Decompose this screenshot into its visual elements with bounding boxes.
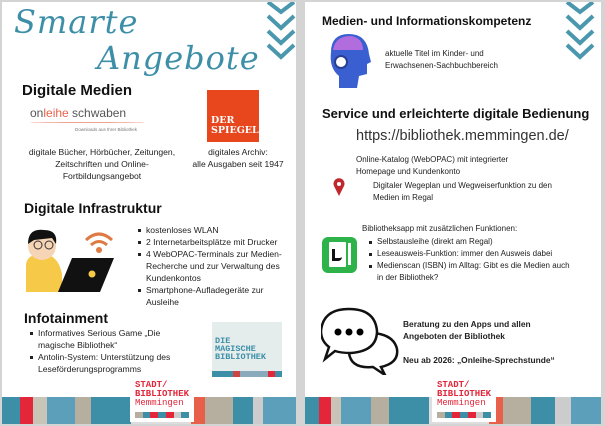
library-logo: [432, 378, 496, 422]
heading-digitale-infrastruktur: Digitale Infrastruktur: [24, 200, 162, 216]
heading-infotainment: Infotainment: [24, 310, 108, 326]
website-url-link[interactable]: https://bibliothek.memmingen.de/: [356, 128, 569, 144]
game-logo-line3: BIBLIOTHEK: [215, 352, 267, 362]
onleihe-logo-on: on: [30, 106, 44, 120]
list-item: Smartphone-Aufladegeräte zur Ausleihe: [138, 284, 288, 308]
logo-line3: Memmingen: [437, 398, 486, 408]
map-pin-icon: [333, 178, 345, 196]
list-item: Antolin-System: Unterstützung des Leseförderungsprogramms: [30, 351, 185, 375]
spiegel-logo-spiegel: SPIEGEL: [211, 125, 259, 136]
chevrons-down-icon: [264, 2, 296, 62]
heading-digitale-medien: Digitale Medien: [22, 82, 133, 99]
spiegel-text-line2: alle Ausgaben seit 1947: [192, 159, 284, 169]
list-item: kostenloses WLAN: [138, 224, 288, 236]
list-item: Leseausweis-Funktion: immer den Ausweis dabei: [369, 248, 574, 260]
right-page: [305, 2, 601, 424]
library-app-icon[interactable]: [322, 237, 357, 273]
logo-line1: STADT/: [437, 380, 470, 390]
list-item: 4 WebOPAC-Terminals zur Medien-Recherche und zur Verwaltung des Kundenkontos: [138, 248, 288, 284]
heading-service: Service und erleichterte digitale Bedienung: [322, 106, 590, 121]
spiegel-text: [184, 146, 292, 170]
person-laptop-illustration: [24, 226, 124, 292]
magic-library-game-logo: [212, 322, 282, 377]
logo-line3: Memmingen: [135, 398, 184, 408]
list-item: Medienscan (ISBN) im Alltag: Gibt es die Medien auch in der Bibliothek?: [369, 260, 574, 284]
chat-bubbles-icon: [321, 307, 401, 375]
infrastruktur-list: [138, 224, 288, 308]
onleihe-sprechstunde-text: Neu ab 2026: „Onleihe-Sprechstunde“: [403, 355, 555, 365]
katalog-text: Online-Katalog (WebOPAC) mit integrierter Homepage und Kundenkonto: [356, 155, 509, 176]
wegeplan-text: Digitaler Wegeplan und Wegweiserfunktion zu den Medien im Regal: [373, 181, 552, 202]
title-angebote: Angebote: [97, 39, 260, 77]
heading-medienkompetenz: Medien- und Informationskompetenz: [322, 14, 532, 28]
game-logo-line1: DIE: [215, 336, 231, 346]
spiegel-text-line1: digitales Archiv:: [208, 147, 268, 157]
chevrons-down-icon: [563, 2, 597, 62]
ai-head-illustration: [323, 32, 373, 90]
kompetenz-text: aktuelle Titel im Kinder- und Erwachsenen-Sachbuchbereich: [385, 49, 498, 70]
spiegel-logo: [207, 90, 259, 142]
logo-line1: STADT/: [135, 380, 168, 390]
onleihe-logo-schwaben: schwaben: [68, 106, 127, 120]
list-item: 2 Internetarbeitsplätze mit Drucker: [138, 236, 288, 248]
logo-line2: BIBLIOTHEK: [437, 389, 492, 399]
list-item: Informatives Serious Game „Die magische Bibliothek“: [30, 327, 185, 351]
onleihe-tagline: Downloads aus Ihrer Bibliothek: [75, 127, 138, 132]
app-features-list: [369, 236, 574, 284]
app-intro-text: Bibliotheksapp mit zusätzlichen Funktionen:: [362, 224, 518, 233]
left-page: [2, 2, 296, 424]
infotainment-list: [30, 327, 185, 375]
onleihe-text: digitale Bücher, Hörbücher, Zeitungen, Zeitschriften und Online-Fortbildungsangebot: [28, 147, 176, 181]
logo-line2: BIBLIOTHEK: [135, 389, 190, 399]
game-logo-line2: MAGISCHE: [215, 344, 256, 354]
library-logo: [130, 378, 194, 422]
onleihe-logo: [30, 106, 145, 132]
title-smarte: Smarte: [14, 3, 139, 41]
list-item: Selbstausleihe (direkt am Regal): [369, 236, 574, 248]
beratung-text: Beratung zu den Apps und allen Angeboten der Bibliothek: [403, 319, 531, 341]
spiegel-logo-der: DER: [211, 115, 235, 126]
onleihe-logo-leihe: leihe: [43, 106, 69, 120]
